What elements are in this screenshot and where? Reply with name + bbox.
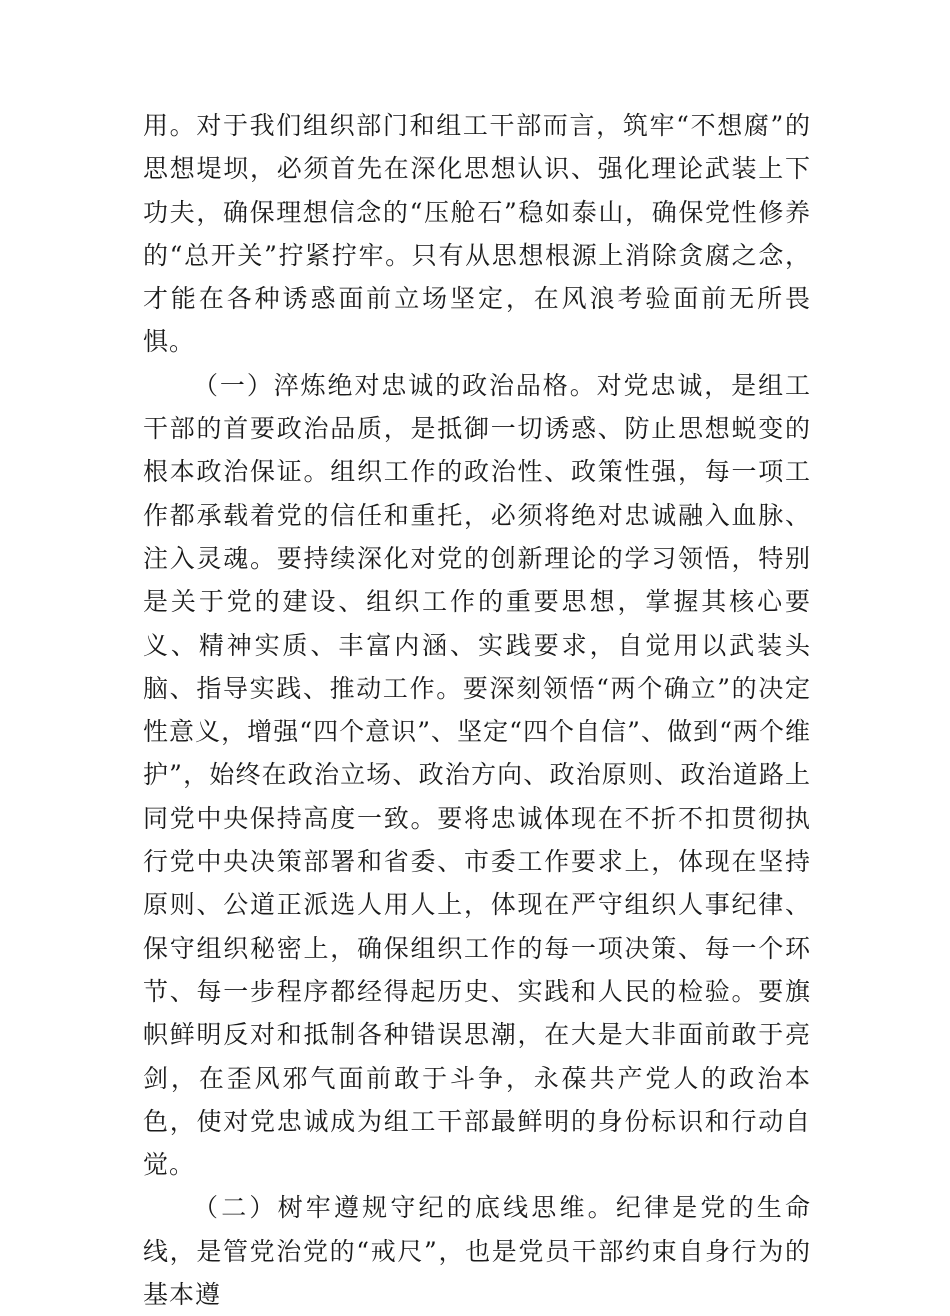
document-body	[143, 104, 811, 1316]
paragraph-section-one: （一）淬炼绝对忠诚的政治品格。对党忠诚，是组工干部的首要政治品质，是抵御一切诱惑、防止思想蜕变的根本政治保证。组织工作的政治性、政策性强，每一项工作都承载着党的信任和重托，必须将绝对忠诚融入血脉、注入灵魂。要持续深化对党的创新理论的学习领悟，特别是关于党的建设、组织工作的重要思想，掌握其核心要义、精神实质、丰富内涵、实践要求，自觉用以武装头脑、指导实践、推动工作。要深刻领悟“两个确立”的决定性意义，增强“四个意识”、坚定“四个自信”、做到“两个维护”，始终在政治立场、政治方向、政治原则、政治道路上同党中央保持高度一致。要将忠诚体现在不折不扣贯彻执行党中央决策部署和省委、市委工作要求上，体现在坚持原则、公道正派选人用人上，体现在严守组织人事纪律、保守组织秘密上，确保组织工作的每一项决策、每一个环节、每一步程序都经得起历史、实践和人民的检验。要旗帜鲜明反对和抵制各种错误思潮，在大是大非面前敢于亮剑，在歪风邪气面前敢于斗争，永葆共产党人的政治本色，使对党忠诚成为组工干部最鲜明的身份标识和行动自觉。	[143, 370, 811, 1180]
paragraph-section-two: （二）树牢遵规守纪的底线思维。纪律是党的生命线，是管党治党的“戒尺”，也是党员干部约束自身行为的基本遵	[143, 1193, 811, 1310]
paragraph-continuation: 用。对于我们组织部门和组工干部而言，筑牢“不想腐”的思想堤坝，必须首先在深化思想认识、强化理论武装上下功夫，确保理想信念的“压舱石”稳如泰山，确保党性修养的“总开关”拧紧拧牢。只有从思想根源上消除贪腐之念，才能在各种诱惑面前立场坚定，在风浪考验面前无所畏惧。	[143, 111, 811, 357]
